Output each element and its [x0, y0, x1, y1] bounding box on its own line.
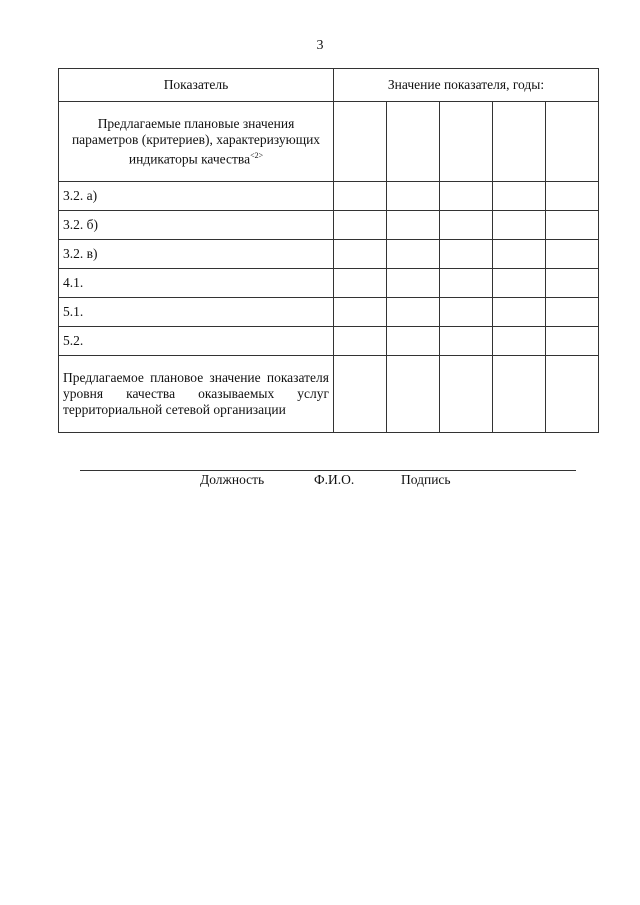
params-row — [59, 102, 599, 182]
year-cell[interactable] — [334, 356, 387, 433]
year-cell[interactable] — [546, 327, 599, 356]
year-cell[interactable] — [546, 269, 599, 298]
header-values: Значение показателя, годы: — [334, 69, 599, 102]
year-cell[interactable] — [440, 356, 493, 433]
year-cell[interactable] — [546, 298, 599, 327]
year-cell[interactable] — [334, 102, 387, 182]
year-cell[interactable] — [546, 211, 599, 240]
year-cell[interactable] — [440, 211, 493, 240]
year-cell[interactable] — [387, 240, 440, 269]
params-label — [59, 102, 334, 182]
footnote-marker: <2> — [250, 150, 264, 160]
signature-name-label: Ф.И.О. — [314, 472, 355, 487]
row-label: 3.2. б) — [59, 211, 334, 240]
year-cell[interactable] — [546, 102, 599, 182]
year-cell[interactable] — [493, 240, 546, 269]
row-label: 3.2. в) — [59, 240, 334, 269]
year-cell[interactable] — [440, 240, 493, 269]
table-row — [59, 327, 599, 356]
row-label: 5.2. — [59, 327, 334, 356]
year-cell[interactable] — [334, 327, 387, 356]
year-cell[interactable] — [387, 211, 440, 240]
year-cell[interactable] — [546, 182, 599, 211]
year-cell[interactable] — [387, 102, 440, 182]
row-label: 3.2. а) — [59, 182, 334, 211]
year-cell[interactable] — [440, 269, 493, 298]
year-cell[interactable] — [334, 182, 387, 211]
year-cell[interactable] — [493, 356, 546, 433]
table-row — [59, 298, 599, 327]
year-cell[interactable] — [387, 327, 440, 356]
year-cell[interactable] — [387, 182, 440, 211]
year-cell[interactable] — [334, 211, 387, 240]
year-cell[interactable] — [334, 240, 387, 269]
signature-sign-label: Подпись — [401, 472, 451, 487]
year-cell[interactable] — [387, 298, 440, 327]
year-cell[interactable] — [493, 102, 546, 182]
year-cell[interactable] — [440, 102, 493, 182]
table-row — [59, 211, 599, 240]
table-header-row — [59, 69, 599, 102]
signature-position-label: Должность — [200, 472, 265, 487]
indicators-table — [58, 68, 599, 433]
params-text: Предлагаемые плановые значения параметров (критериев), характеризующих индикаторы качества — [71, 115, 321, 167]
row-label: 5.1. — [59, 298, 334, 327]
year-cell[interactable] — [440, 327, 493, 356]
page-number: 3 — [316, 38, 324, 53]
year-cell[interactable] — [493, 182, 546, 211]
year-cell[interactable] — [493, 211, 546, 240]
table-row — [59, 269, 599, 298]
year-cell[interactable] — [387, 269, 440, 298]
final-row-label: Предлагаемое плановое значение показателя уровня качества оказываемых услуг территориальной сетевой организации — [59, 356, 334, 433]
year-cell[interactable] — [546, 240, 599, 269]
header-indicator: Показатель — [59, 69, 334, 102]
year-cell[interactable] — [334, 269, 387, 298]
final-row — [59, 356, 599, 433]
year-cell[interactable] — [387, 356, 440, 433]
year-cell[interactable] — [493, 298, 546, 327]
year-cell[interactable] — [493, 327, 546, 356]
year-cell[interactable] — [546, 356, 599, 433]
table-row — [59, 240, 599, 269]
year-cell[interactable] — [440, 298, 493, 327]
row-label: 4.1. — [59, 269, 334, 298]
year-cell[interactable] — [334, 298, 387, 327]
year-cell[interactable] — [440, 182, 493, 211]
signature-line — [80, 470, 576, 471]
year-cell[interactable] — [493, 269, 546, 298]
table-row — [59, 182, 599, 211]
